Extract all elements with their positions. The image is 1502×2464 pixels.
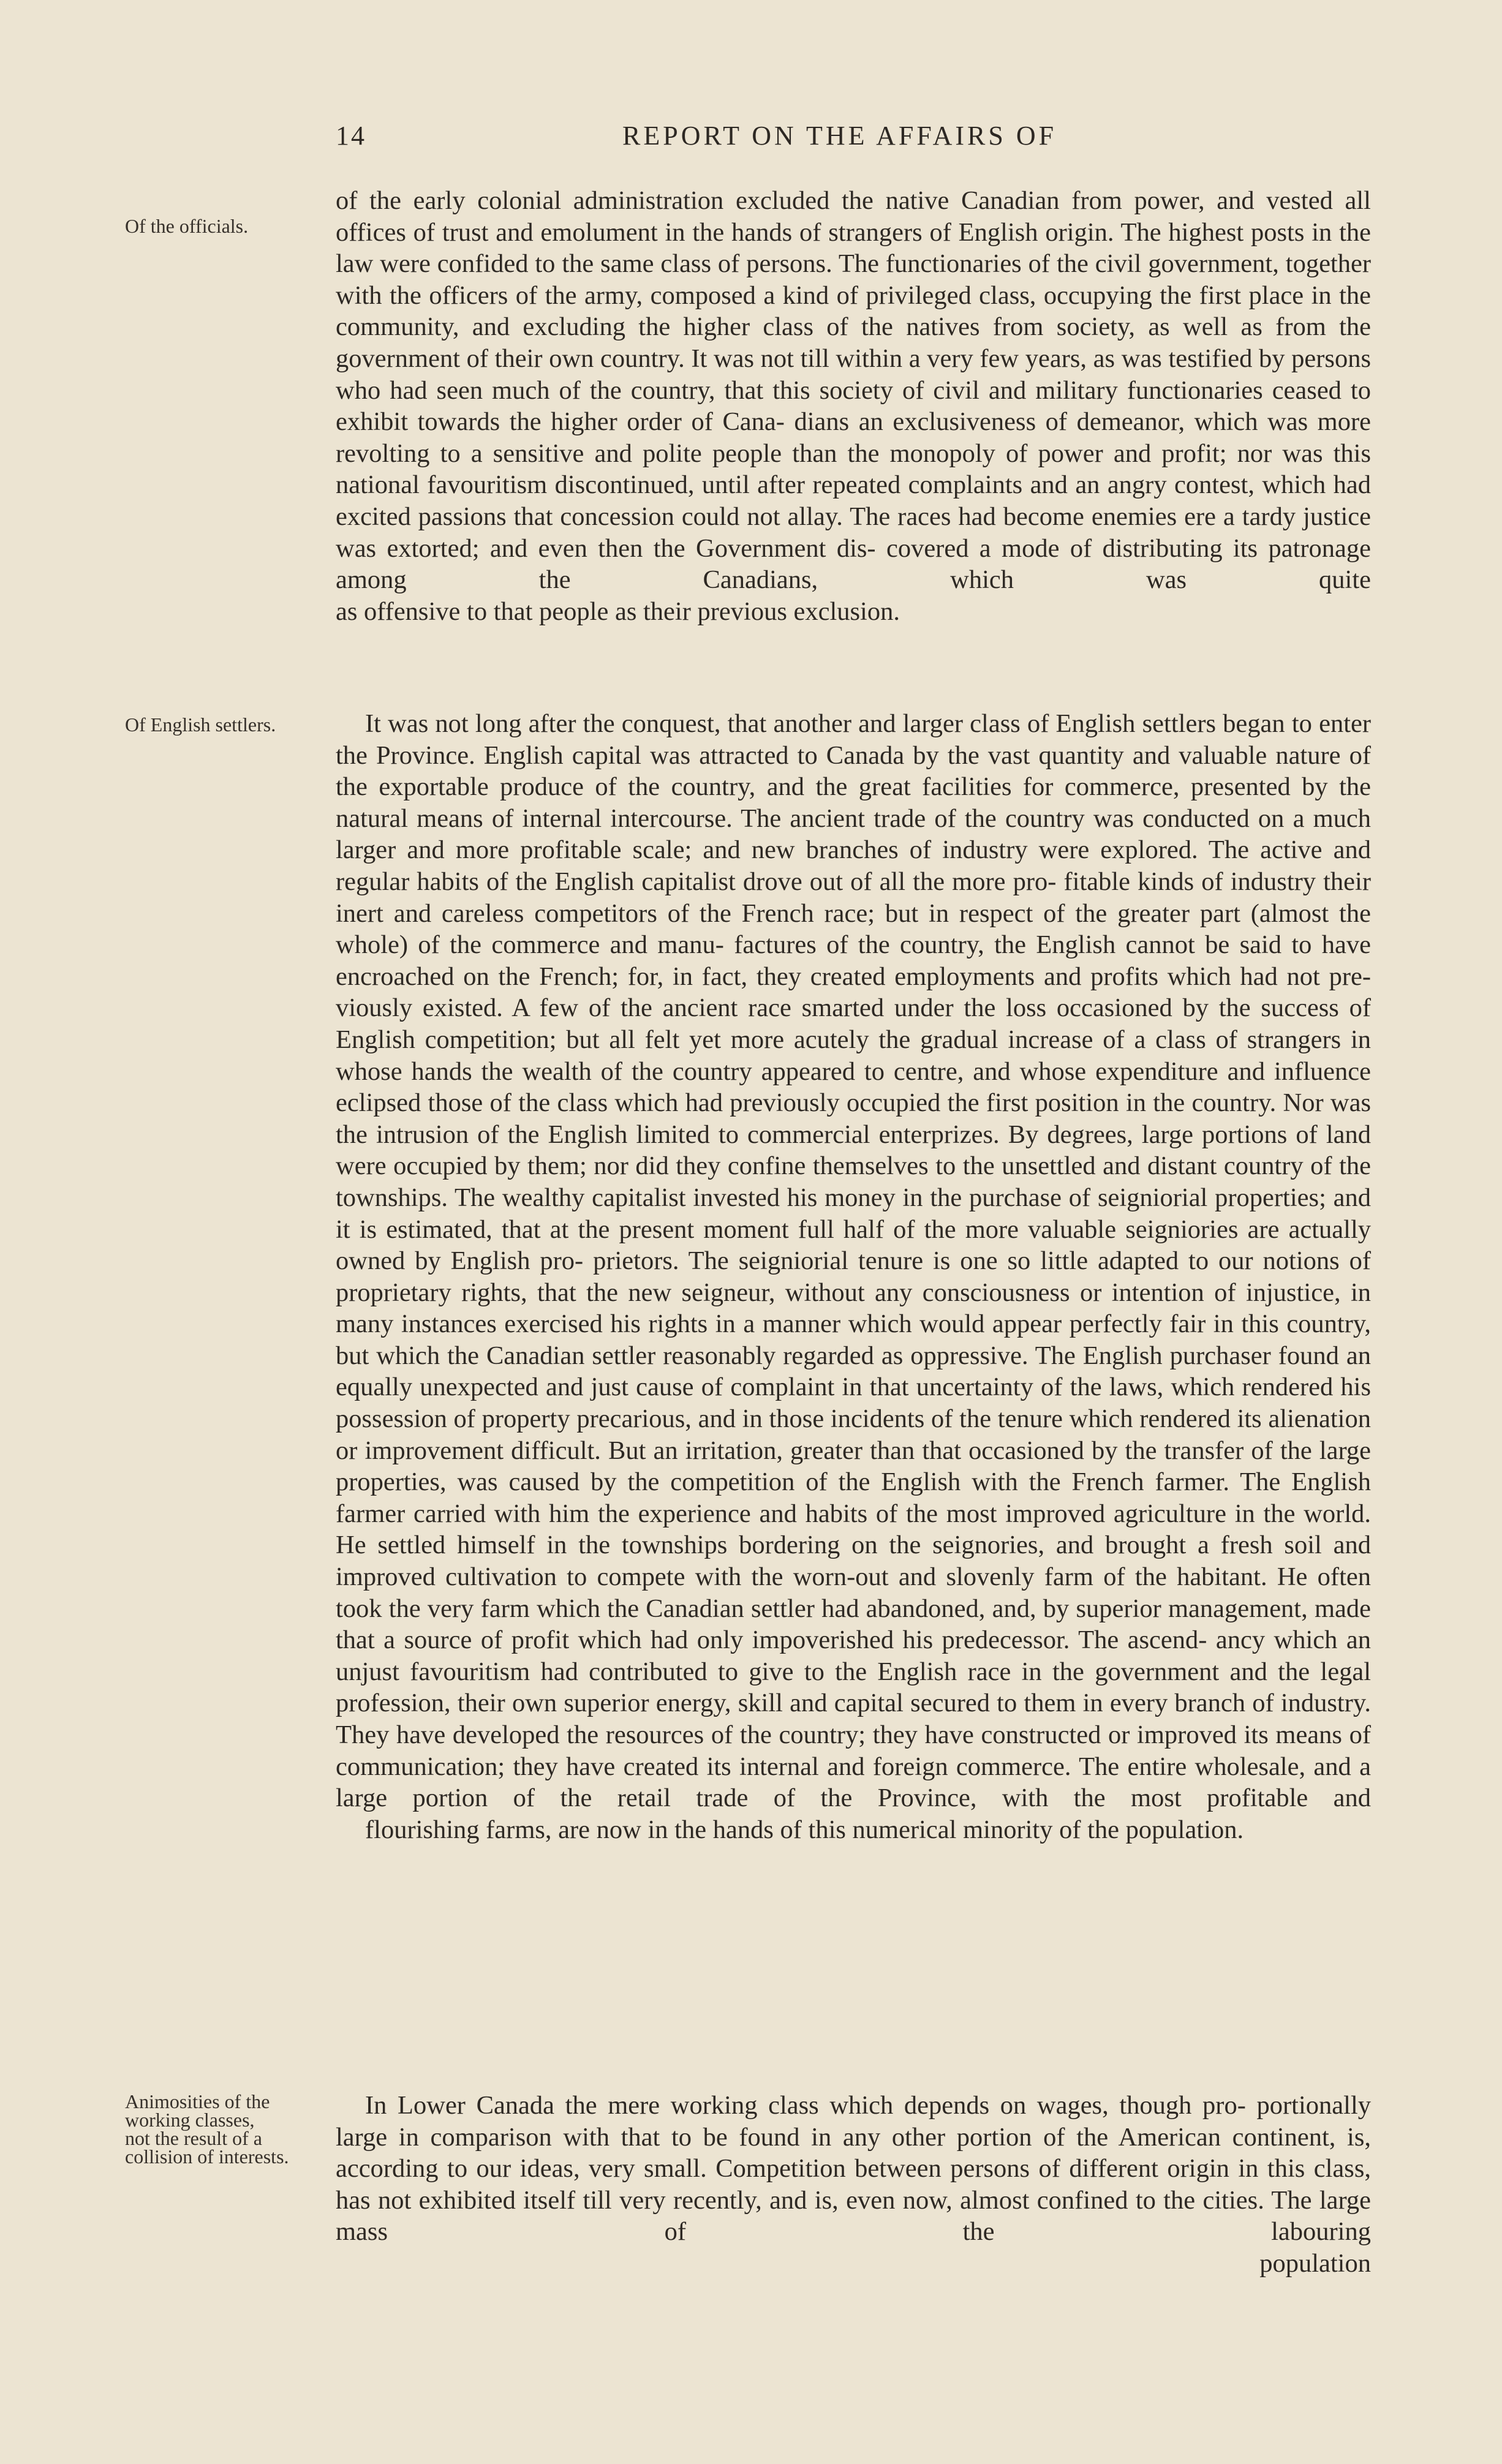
- text-line: of the early colonial administration excluded the native Canadian from power, and: [336, 186, 1255, 215]
- text-line: and more profitable scale; and new branches of industry were explored. The: [407, 835, 1250, 865]
- text-line: It was not long after the conquest, that another and larger class of English: [365, 709, 1136, 738]
- page-number: 14: [336, 121, 366, 151]
- text-line: and excluding the higher class of the natives from society, as well as from the: [472, 312, 1371, 342]
- text-line: on the seignories, and brought a fresh soil and improved cultivation to compete: [336, 1531, 1371, 1592]
- text-line: but in respect of the greater part (almost the whole) of the commerce and manu-: [336, 899, 1371, 960]
- text-line: composed a kind of privileged class, occupying the first place in the community,: [336, 281, 1371, 342]
- text-line: The functionaries of the civil government, together with the officers of the army,: [336, 249, 1372, 310]
- text-line: testified by persons who had seen much of the country, that this society of civil: [336, 344, 1371, 405]
- text-line: the purchase of seigniorial properties; and it is estimated, that at the present: [336, 1183, 1371, 1244]
- paragraph-english-settlers: [336, 708, 1371, 1845]
- text-line: dians an exclusiveness of demeanor, which was more revolting to a sensitive and: [336, 407, 1372, 468]
- text-line: distant country of the townships. The wealthy capitalist invested his money in: [336, 1151, 1372, 1212]
- text-line: rights, that the new seigneur, without any consciousness or intention of injustice,: [461, 1278, 1341, 1307]
- paragraph-text: [336, 185, 1371, 627]
- text-line: properties, was caused by the competition of the English with the French farmer.: [336, 1467, 1229, 1497]
- text-line: factures of the country, the English cannot be said to have encroached on the: [336, 930, 1371, 991]
- margin-note-line: Animosities of the: [125, 2090, 270, 2112]
- paragraph-working-classes: [336, 2090, 1371, 2248]
- text-line: persons of different origin in this class, has not exhibited itself till very recently,: [336, 2154, 1371, 2215]
- text-line: covered a mode of distributing its patronage among the Canadians, which was quite: [336, 533, 1372, 595]
- text-line: were occupied by them; nor did they confine themselves to the unsettled and: [336, 1151, 1141, 1181]
- text-line: ancy which an unjust favouritism had contributed to give to the English race in the: [336, 1626, 1371, 1686]
- paragraph-text: [336, 2090, 1371, 2248]
- paragraph-text: [336, 708, 1371, 1845]
- text-line: and is, even now, almost confined to the cities. The large mass of the labouring: [336, 2185, 1372, 2247]
- text-line: In Lower Canada the mere working class which depends on wages, though pro-: [365, 2091, 1246, 2120]
- text-line: the success of English competition; but all felt yet more acutely the gradual: [336, 993, 1371, 1054]
- text-line: prietors. The seigniorial tenure is one so little adapted to our notions of proprietary: [336, 1246, 1371, 1307]
- text-line: enemies ere a tardy justice was extorted; and even then the Government dis-: [336, 502, 1371, 563]
- text-line: in many instances exercised his rights in a manner which would appear perfectly fair: [336, 1278, 1372, 1339]
- text-line: secured to them in every branch of industry. They have developed the resources: [336, 1689, 1372, 1749]
- text-line: moment full half of the more valuable seigniories are actually owned by English pro-: [336, 1215, 1372, 1276]
- text-line: as offensive to that people as their previous exclusion.: [336, 597, 900, 626]
- text-line: with the worn-out and slovenly farm of the habitant. He often took the very farm: [336, 1562, 1372, 1623]
- text-line: polite people than the monopoly of power and profit; nor was this national: [336, 439, 1371, 500]
- text-line: favouritism discontinued, until after repeated complaints and an angry contest,: [427, 470, 1255, 500]
- text-line: origin. The highest posts in the law were confided to the same class of persons.: [336, 217, 1371, 279]
- text-line: difficult. But an irritation, greater than that occasioned by the transfer of the large: [511, 1436, 1372, 1465]
- text-line: fitable kinds of industry their inert and careless competitors of the French race;: [336, 867, 1371, 928]
- text-line: the vast quantity and valuable nature of the exportable produce of the country,: [336, 740, 1371, 802]
- text-line: and in those incidents of the tenure which rendered its alienation or improvement: [336, 1404, 1371, 1465]
- text-line: which had excited passions that concession could not allay. The races had become: [336, 470, 1371, 531]
- text-line: they have created its internal and foreign commerce. The entire wholesale, and: [513, 1752, 1351, 1781]
- text-line: American continent, is, according to our ideas, very small. Competition between: [336, 2122, 1371, 2183]
- margin-note-line: not the result of a: [125, 2127, 262, 2149]
- text-line: which the Canadian settler had abandoned, and, by superior management, made: [537, 1594, 1371, 1623]
- text-line: that uncertainty of the laws, which rendered his possession of property precarious,: [336, 1373, 1371, 1434]
- running-head: [336, 120, 1371, 157]
- text-line: that a source of profit which had only impoverished his predecessor. The ascend-: [336, 1626, 1207, 1655]
- margin-note-english-settlers: Of English settlers.: [125, 714, 276, 736]
- text-line: settlers began to enter the Province. English capital was attracted to Canada by: [336, 709, 1372, 770]
- text-line: The English farmer carried with him the experience and habits of the most: [336, 1467, 1372, 1528]
- text-line: the English limited to commercial enterprizes. By degrees, large portions of land: [507, 1120, 1371, 1149]
- text-line: government and the legal profession, their own superior energy, skill and capital: [336, 1657, 1372, 1718]
- text-line: flourishing farms, are now in the hands of this numerical minority of the population.: [365, 1815, 1244, 1844]
- text-line: and the great facilities for commerce, presented by the natural means of internal: [336, 772, 1371, 833]
- text-line: a large portion of the retail trade of the Province, with the most profitable and: [336, 1752, 1371, 1813]
- text-line: portionally large in comparison with that to be found in any other portion of the: [336, 2091, 1371, 2152]
- text-line: active and regular habits of the English capitalist drove out of all the more pro-: [336, 835, 1371, 896]
- catchword: population: [1259, 2249, 1371, 2278]
- text-line: and military functionaries ceased to exhibit towards the higher order of Cana-: [336, 375, 1371, 437]
- margin-note-officials: Of the officials.: [125, 215, 249, 237]
- text-line: of the country; they have constructed or improved its means of communication;: [336, 1720, 1372, 1781]
- margin-note-line: collision of interests.: [125, 2146, 289, 2168]
- text-line: in this country, but which the Canadian settler reasonably regarded as oppressive.: [336, 1309, 1372, 1370]
- text-line: increase of a class of strangers in whose hands the wealth of the country appeared: [336, 1025, 1372, 1086]
- running-title: REPORT ON THE AFFAIRS OF: [622, 121, 1057, 151]
- text-line: government of their own country. It was not till within a very few years, as was: [336, 344, 1162, 373]
- text-line: The English purchaser found an equally unexpected and just cause of complaint in: [336, 1341, 1371, 1402]
- text-line: to centre, and whose expenditure and influence eclipsed those of the class which: [336, 1057, 1372, 1118]
- text-line: intercourse. The ancient trade of the country was conducted on a much larger: [336, 804, 1372, 865]
- text-line: had previously occupied the first position in the country. Nor was the intrusion of: [336, 1088, 1372, 1149]
- text-line: French; for, in fact, they created employments and profits which had not pre-: [539, 962, 1371, 991]
- margin-note-line: working classes,: [125, 2109, 255, 2131]
- margin-note-animosities: [125, 2092, 321, 2166]
- paragraph-officials: [336, 185, 1371, 627]
- text-line: viously existed. A few of the ancient race smarted under the loss occasioned by: [336, 993, 1209, 1023]
- text-line: vested all offices of trust and emolument in the hands of strangers of English: [336, 186, 1371, 247]
- text-line: improved agriculture in the world. He settled himself in the townships bordering: [336, 1499, 1372, 1560]
